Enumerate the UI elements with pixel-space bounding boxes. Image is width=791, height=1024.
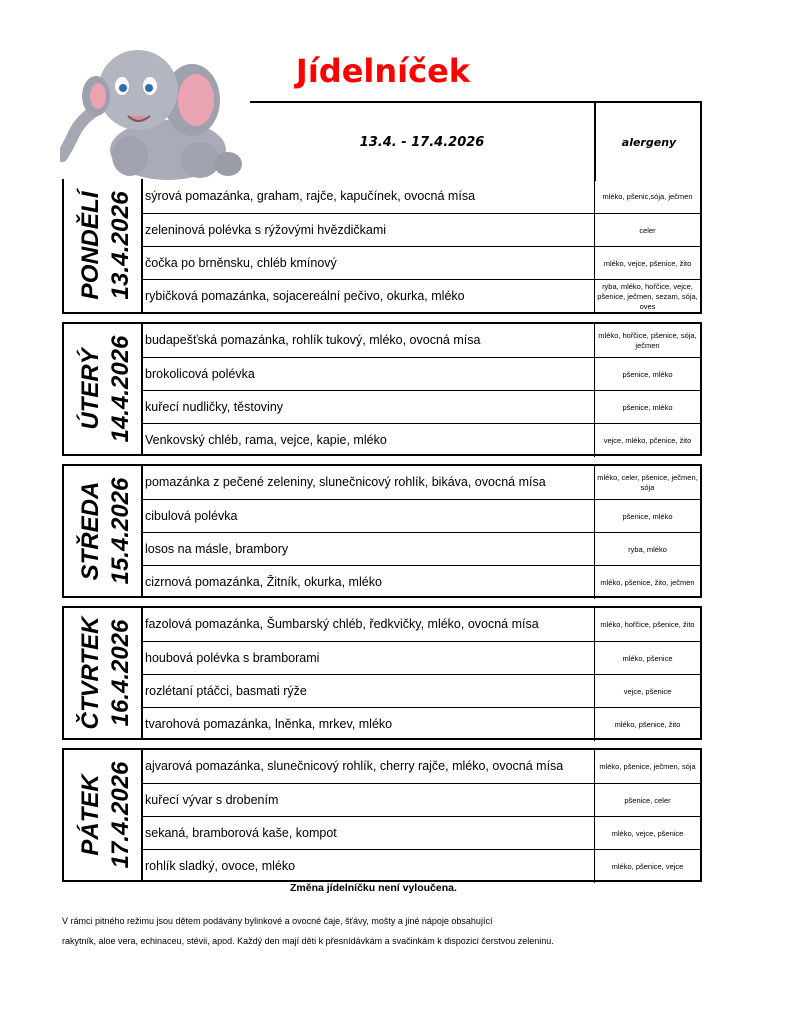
allergen-list: mléko, hořčice, pšenice, sója, ječmen <box>594 324 700 357</box>
meal-row <box>143 816 700 849</box>
meal-text: Venkovský chléb, rama, vejce, kapie, mléko <box>145 433 387 447</box>
day-block <box>62 606 702 740</box>
meal-text: rybičková pomazánka, sojacereální pečivo, okurka, mléko <box>145 289 465 303</box>
day-label <box>64 324 143 454</box>
allergen-list: mléko, pšenice, vejce <box>594 850 700 883</box>
meal-row <box>143 707 700 740</box>
elephant-illustration <box>60 38 256 180</box>
allergen-list: mléko, pšenice, žito, ječmen <box>594 566 700 599</box>
allergen-list: pšenice, celer <box>594 784 700 817</box>
meal-text: rozlétaní ptáčci, basmati rýže <box>145 684 307 698</box>
menu-change-note: Změna jídelníčku není vyloučena. <box>290 882 457 894</box>
allergen-list: vejce, pšenice <box>594 675 700 708</box>
meal-row <box>143 750 700 783</box>
meal-text: zeleninová polévka s rýžovými hvězdičkami <box>145 223 387 237</box>
meal-text: fazolová pomazánka, Šumbarský chléb, ředkvičky, mléko, ovocná mísa <box>145 617 539 631</box>
day-label <box>64 750 143 880</box>
meal-row <box>143 180 700 213</box>
meal-text: cibulová polévka <box>145 509 238 523</box>
meal-row <box>143 423 700 456</box>
allergen-list: mléko, pšenic,sója, ječmen <box>594 180 700 213</box>
meal-text: houbová polévka s bramborami <box>145 651 320 665</box>
day-name: ČTVRTEK <box>77 616 104 730</box>
day-date: 13.4.2026 <box>107 191 134 300</box>
drinks-info-line-1: V rámci pitného režimu jsou dětem podávány bylinkové a ovocné čaje, šťávy, mošty a jiné nápoje obsahující <box>62 916 493 926</box>
meal-text: kuřecí nudličky, těstoviny <box>145 400 284 414</box>
meal-text: cizrnová pomazánka, Žitník, okurka, mléko <box>145 575 382 589</box>
day-label <box>64 608 143 738</box>
allergen-list: mléko, pšenice, ječmen, sója <box>594 750 700 783</box>
allergen-list: mléko, pšenice, žito <box>594 708 700 741</box>
meal-text: čočka po brněnsku, chléb kmínový <box>145 256 337 270</box>
meal-row <box>143 499 700 532</box>
meal-row <box>143 357 700 390</box>
meal-row <box>143 279 700 312</box>
allergen-list: mléko, celer, pšenice, ječmen, sója <box>594 466 700 499</box>
meal-row <box>143 390 700 423</box>
page-title: Jídelníček <box>295 52 471 90</box>
day-name: PÁTEK <box>77 774 104 856</box>
allergen-list: mléko, hořčice, pšenice, žito <box>594 608 700 641</box>
allergen-list: mléko, vejce, pšenice <box>594 817 700 850</box>
allergen-list: ryba, mléko, hořčice, vejce, pšenice, ječmen, sezam, sója, oves <box>594 280 700 313</box>
allergen-list: vejce, mléko, pčenice, žito <box>594 424 700 457</box>
meal-text: rohlík sladký, ovoce, mléko <box>145 859 296 873</box>
allergen-list: mléko, vejce, pšenice, žito <box>594 247 700 280</box>
allergen-list: pšenice, mléko <box>594 391 700 424</box>
day-block <box>62 464 702 598</box>
day-block <box>62 322 702 456</box>
day-date: 14.4.2026 <box>107 335 134 443</box>
allergen-list: celer <box>594 214 700 247</box>
meal-text: ajvarová pomazánka, slunečnicový rohlík, cherry rajče, mléko, ovocná mísa <box>145 759 564 773</box>
allergen-list: ryba, mléko <box>594 533 700 566</box>
meal-text: sekaná, bramborová kaše, kompot <box>145 826 337 840</box>
allergen-list: mléko, pšenice <box>594 642 700 675</box>
meal-text: pomazánka z pečené zeleniny, slunečnicový rohlík, bikáva, ovocná mísa <box>145 475 546 489</box>
allergen-list: pšenice, mléko <box>594 358 700 391</box>
meal-text: budapešťská pomazánka, rohlík tukový, mléko, ovocná mísa <box>145 333 481 347</box>
meal-row <box>143 213 700 246</box>
meal-row <box>143 641 700 674</box>
meal-row <box>143 532 700 565</box>
meal-row <box>143 324 700 357</box>
menu-header <box>250 101 702 179</box>
day-date: 16.4.2026 <box>107 619 134 727</box>
meal-row <box>143 783 700 816</box>
allergen-list: pšenice, mléko <box>594 500 700 533</box>
day-date: 15.4.2026 <box>107 477 134 585</box>
day-block <box>62 179 702 314</box>
day-label <box>64 466 143 596</box>
meal-text: losos na másle, brambory <box>145 542 289 556</box>
meal-row <box>143 674 700 707</box>
day-label <box>64 179 143 312</box>
meal-text: brokolicová polévka <box>145 367 255 381</box>
drinks-info-line-2: rakytník, aloe vera, echinaceu, stévii, apod. Každý den mají děti k přesnídávkám a svačinkám k dispozici čerstvou zeleninu. <box>62 936 554 946</box>
week-dates: 13.4. - 17.4.2026 <box>359 135 485 150</box>
meal-row <box>143 608 700 641</box>
day-name: PONDĚLÍ <box>77 191 104 300</box>
day-date: 17.4.2026 <box>107 761 134 869</box>
day-name: STŘEDA <box>77 481 104 581</box>
meal-row <box>143 246 700 279</box>
allergens-heading: alergeny <box>594 103 702 181</box>
day-block <box>62 748 702 882</box>
meal-row <box>143 565 700 598</box>
meal-text: sýrová pomazánka, graham, rajče, kapučínek, ovocná mísa <box>145 189 476 203</box>
meal-row <box>143 849 700 882</box>
meal-row <box>143 466 700 499</box>
meal-text: kuřecí vývar s drobením <box>145 793 279 807</box>
meal-text: tvarohová pomazánka, lněnka, mrkev, mléko <box>145 717 393 731</box>
day-name: ÚTERÝ <box>77 348 104 430</box>
